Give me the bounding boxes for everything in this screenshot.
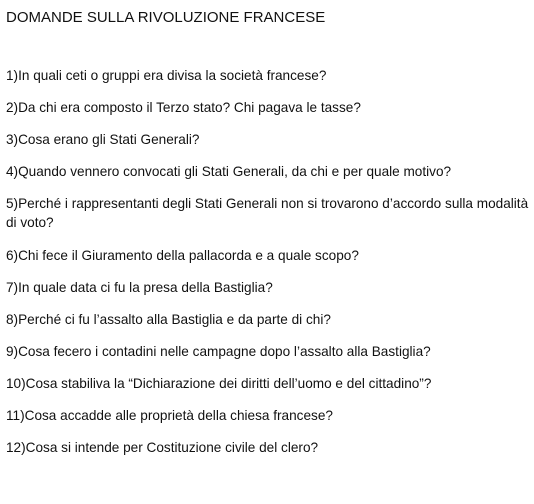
question-item: 11)Cosa accadde alle proprietà della chiesa francese? — [6, 408, 333, 423]
question-list — [6, 66, 530, 470]
question-item: 2)Da chi era composto il Terzo stato? Chi pagava le tasse? — [6, 100, 361, 115]
question-item: 3)Cosa erano gli Stati Generali? — [6, 132, 200, 147]
question-item: 9)Cosa fecero i contadini nelle campagne dopo l’assalto alla Bastiglia? — [6, 344, 431, 359]
question-item: 1)In quali ceti o gruppi era divisa la società francese? — [6, 68, 327, 83]
question-item: 8)Perché ci fu l’assalto alla Bastiglia e da parte di chi? — [6, 312, 331, 327]
question-item: 7)In quale data ci fu la presa della Bastiglia? — [6, 280, 273, 295]
question-item: 12)Cosa si intende per Costituzione civile del clero? — [6, 440, 319, 455]
question-item: 5)Perché i rappresentanti degli Stati Generali non si trovarono d’accordo sulla modalità di voto? — [6, 196, 529, 230]
document-title: DOMANDE SULLA RIVOLUZIONE FRANCESE — [6, 9, 326, 26]
question-item: 4)Quando vennero convocati gli Stati Generali, da chi e per quale motivo? — [6, 164, 452, 179]
question-item: 10)Cosa stabiliva la “Dichiarazione dei diritti dell’uomo e del cittadino”? — [6, 376, 432, 391]
question-item: 6)Chi fece il Giuramento della pallacorda e a quale scopo? — [6, 248, 359, 263]
